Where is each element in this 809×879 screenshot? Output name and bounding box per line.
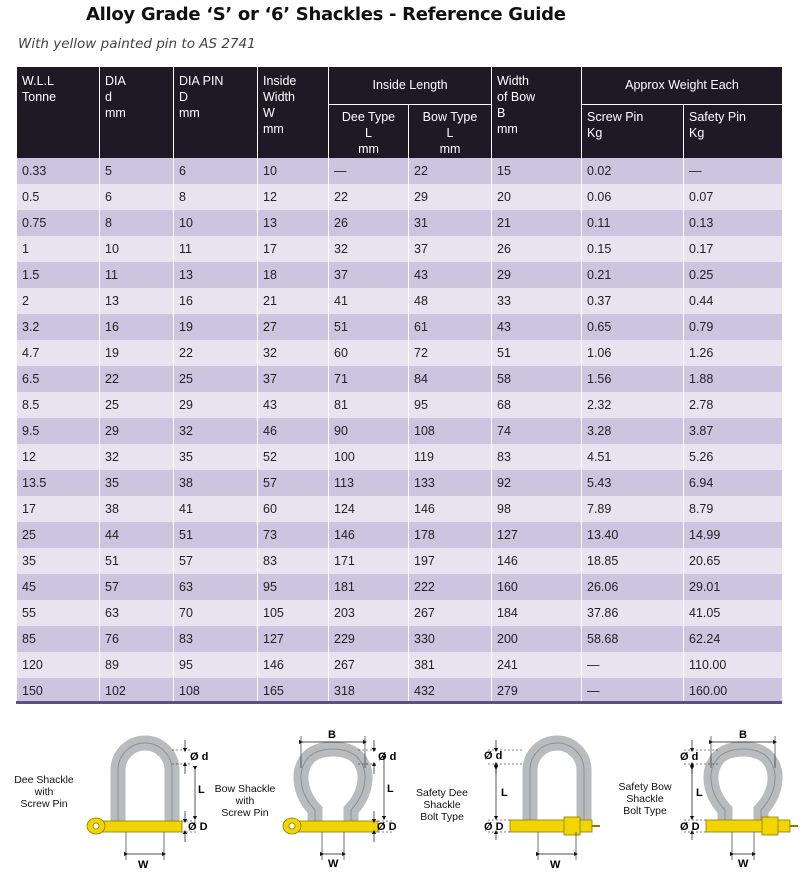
cell-wll: 55 (17, 600, 100, 626)
dim-label-pin-d: Ø D (680, 821, 700, 833)
cell-dia-pin: 35 (174, 444, 258, 470)
cell-screw-pin-kg: 0.11 (582, 210, 684, 236)
cell-bow-type-l: 267 (409, 600, 492, 626)
table-row (17, 600, 783, 626)
cell-dee-type-l: 318 (329, 678, 409, 704)
cell-bow-type-l: 381 (409, 652, 492, 678)
cell-width-of-bow: 20 (492, 184, 582, 210)
text-line: Kg (587, 125, 603, 140)
cell-width-of-bow: 127 (492, 522, 582, 548)
table-row (17, 366, 783, 392)
text-line: Safety Bow (618, 781, 672, 793)
cell-inside-width: 52 (258, 444, 329, 470)
cell-dee-type-l: 124 (329, 496, 409, 522)
text-line: L (365, 125, 372, 140)
cell-bow-type-l: 37 (409, 236, 492, 262)
cell-dia: 44 (100, 522, 174, 548)
cell-dia: 19 (100, 340, 174, 366)
dim-label-l: L (696, 787, 703, 799)
cell-dia-pin: 83 (174, 626, 258, 652)
cell-wll: 2 (17, 288, 100, 314)
table-row (17, 418, 783, 444)
page-title: Alloy Grade ‘S’ or ‘6’ Shackles - Reference Guide (86, 4, 566, 25)
cell-inside-width: 10 (258, 158, 329, 184)
cell-safety-pin-kg: 0.13 (684, 210, 783, 236)
table-row (17, 158, 783, 184)
cell-wll: 0.33 (17, 158, 100, 184)
page-subtitle: With yellow painted pin to AS 2741 (18, 36, 256, 52)
text-line: DIA PIN (179, 74, 224, 88)
cell-width-of-bow: 83 (492, 444, 582, 470)
dim-label-pin-d: Ø D (188, 821, 208, 833)
cell-dee-type-l: 81 (329, 392, 409, 418)
cell-wll: 12 (17, 444, 100, 470)
cell-wll: 45 (17, 574, 100, 600)
cell-bow-type-l: 29 (409, 184, 492, 210)
cell-dee-type-l: 51 (329, 314, 409, 340)
cell-width-of-bow: 26 (492, 236, 582, 262)
text-line: Dee Type (341, 109, 396, 124)
safety-dee-shackle-diagram (478, 728, 603, 870)
cell-inside-width: 18 (258, 262, 329, 288)
table-row (17, 574, 783, 600)
cell-bow-type-l: 95 (409, 392, 492, 418)
col-header-dee-type (329, 104, 409, 158)
cell-width-of-bow: 160 (492, 574, 582, 600)
dim-label-d: Ø d (484, 750, 503, 762)
cell-wll: 0.5 (17, 184, 100, 210)
dim-label-b: B (328, 729, 336, 741)
cell-inside-width: 146 (258, 652, 329, 678)
text-line: Screw Pin (587, 109, 644, 124)
cell-dee-type-l: 71 (329, 366, 409, 392)
cell-inside-width: 21 (258, 288, 329, 314)
cell-dia-pin: 8 (174, 184, 258, 210)
diagram-label-safety-dee (408, 787, 476, 823)
table-row (17, 652, 783, 678)
cell-dia: 5 (100, 158, 174, 184)
text-line: Inside (263, 74, 297, 88)
text-line: mm (439, 141, 461, 156)
text-line: Screw Pin (20, 798, 68, 810)
dee-shackle-screw-pin-diagram (80, 728, 215, 870)
table-body (17, 158, 783, 704)
cell-dee-type-l: 113 (329, 470, 409, 496)
cell-safety-pin-kg: 62.24 (684, 626, 783, 652)
cell-bow-type-l: 119 (409, 444, 492, 470)
cell-dia-pin: 95 (174, 652, 258, 678)
text-line: Width (497, 74, 529, 88)
cell-bow-type-l: 432 (409, 678, 492, 704)
cell-wll: 1.5 (17, 262, 100, 288)
cell-dee-type-l: — (329, 158, 409, 184)
cell-safety-pin-kg: 2.78 (684, 392, 783, 418)
cell-wll: 4.7 (17, 340, 100, 366)
text-line: Dee Shackle (14, 774, 74, 786)
cell-screw-pin-kg: 37.86 (582, 600, 684, 626)
cell-width-of-bow: 184 (492, 600, 582, 626)
cell-dia: 38 (100, 496, 174, 522)
cell-safety-pin-kg: 1.26 (684, 340, 783, 366)
dim-label-l: L (198, 784, 205, 796)
table-row (17, 444, 783, 470)
dim-label-w: W (738, 858, 749, 870)
cell-dia-pin: 22 (174, 340, 258, 366)
cell-width-of-bow: 33 (492, 288, 582, 314)
col-header-approx-weight: Approx Weight Each (582, 67, 783, 104)
text-line: mm (358, 141, 379, 156)
text-line: Safety Dee (416, 787, 468, 799)
cell-bow-type-l: 84 (409, 366, 492, 392)
cell-dee-type-l: 37 (329, 262, 409, 288)
cell-screw-pin-kg: 58.68 (582, 626, 684, 652)
cell-width-of-bow: 241 (492, 652, 582, 678)
cell-safety-pin-kg: 0.17 (684, 236, 783, 262)
cell-bow-type-l: 22 (409, 158, 492, 184)
cell-wll: 3.2 (17, 314, 100, 340)
cell-dia-pin: 25 (174, 366, 258, 392)
cell-bow-type-l: 72 (409, 340, 492, 366)
cell-safety-pin-kg: 160.00 (684, 678, 783, 704)
cell-screw-pin-kg: 7.89 (582, 496, 684, 522)
cell-dia: 89 (100, 652, 174, 678)
cell-wll: 1 (17, 236, 100, 262)
text-line: L (446, 125, 454, 140)
cell-safety-pin-kg: 0.79 (684, 314, 783, 340)
text-line: D (179, 90, 189, 104)
cell-dia: 16 (100, 314, 174, 340)
diagram-label-bow-screw (210, 783, 280, 819)
cell-safety-pin-kg: 29.01 (684, 574, 783, 600)
cell-dia: 35 (100, 470, 174, 496)
table-row (17, 496, 783, 522)
text-line: d (105, 90, 112, 104)
dim-label-pin-d: Ø D (377, 821, 397, 833)
cell-inside-width: 127 (258, 626, 329, 652)
cell-dia-pin: 6 (174, 158, 258, 184)
cell-dia-pin: 70 (174, 600, 258, 626)
safety-bow-shackle-diagram (676, 724, 806, 870)
dim-label-b: B (739, 729, 747, 741)
cell-width-of-bow: 98 (492, 496, 582, 522)
col-header-screw-pin (582, 104, 684, 158)
dim-label-pin-d: Ø D (484, 821, 504, 833)
cell-wll: 6.5 (17, 366, 100, 392)
cell-inside-width: 46 (258, 418, 329, 444)
cell-dia-pin: 63 (174, 574, 258, 600)
cell-screw-pin-kg: 0.02 (582, 158, 684, 184)
cell-screw-pin-kg: 18.85 (582, 548, 684, 574)
cell-dia-pin: 13 (174, 262, 258, 288)
cell-dee-type-l: 26 (329, 210, 409, 236)
cell-dee-type-l: 181 (329, 574, 409, 600)
table-row (17, 184, 783, 210)
cell-dia-pin: 38 (174, 470, 258, 496)
cell-dia: 8 (100, 210, 174, 236)
text-line: of Bow (497, 90, 536, 104)
dim-label-w: W (328, 858, 339, 870)
cell-wll: 150 (17, 678, 100, 704)
cell-inside-width: 105 (258, 600, 329, 626)
cell-bow-type-l: 31 (409, 210, 492, 236)
cell-screw-pin-kg: 0.65 (582, 314, 684, 340)
cell-dia-pin: 41 (174, 496, 258, 522)
table-row (17, 626, 783, 652)
dim-label-w: W (550, 859, 561, 870)
cell-inside-width: 32 (258, 340, 329, 366)
cell-safety-pin-kg: 14.99 (684, 522, 783, 548)
cell-width-of-bow: 146 (492, 548, 582, 574)
cell-width-of-bow: 58 (492, 366, 582, 392)
cell-inside-width: 27 (258, 314, 329, 340)
cell-screw-pin-kg: 0.15 (582, 236, 684, 262)
cell-screw-pin-kg: 1.06 (582, 340, 684, 366)
text-line: B (497, 106, 506, 120)
cell-inside-width: 60 (258, 496, 329, 522)
dim-label-w: W (138, 859, 149, 870)
cell-bow-type-l: 146 (409, 496, 492, 522)
cell-inside-width: 165 (258, 678, 329, 704)
cell-inside-width: 13 (258, 210, 329, 236)
cell-inside-width: 95 (258, 574, 329, 600)
cell-screw-pin-kg: 26.06 (582, 574, 684, 600)
cell-inside-width: 73 (258, 522, 329, 548)
cell-dia: 76 (100, 626, 174, 652)
cell-dee-type-l: 32 (329, 236, 409, 262)
cell-safety-pin-kg: 6.94 (684, 470, 783, 496)
cell-inside-width: 57 (258, 470, 329, 496)
text-line: W (263, 106, 275, 120)
cell-screw-pin-kg: 0.06 (582, 184, 684, 210)
cell-screw-pin-kg: 2.32 (582, 392, 684, 418)
text-line: mm (497, 122, 518, 136)
cell-dia-pin: 51 (174, 522, 258, 548)
cell-dee-type-l: 171 (329, 548, 409, 574)
col-header-safety-pin (684, 104, 783, 158)
text-line: Bolt Type (420, 811, 464, 823)
dim-label-l: L (501, 787, 508, 799)
bow-shackle-screw-pin-diagram (278, 724, 403, 870)
text-line: with (34, 786, 54, 798)
text-line: Screw Pin (221, 807, 269, 819)
cell-dia: 63 (100, 600, 174, 626)
cell-bow-type-l: 330 (409, 626, 492, 652)
cell-bow-type-l: 222 (409, 574, 492, 600)
cell-width-of-bow: 279 (492, 678, 582, 704)
diagram-label-dee-screw (4, 774, 84, 810)
cell-dia: 32 (100, 444, 174, 470)
cell-width-of-bow: 200 (492, 626, 582, 652)
cell-width-of-bow: 68 (492, 392, 582, 418)
col-header-dia (100, 67, 174, 158)
cell-width-of-bow: 15 (492, 158, 582, 184)
cell-inside-width: 12 (258, 184, 329, 210)
dim-label-d: Ø d (680, 751, 699, 763)
cell-dee-type-l: 203 (329, 600, 409, 626)
cell-dia-pin: 10 (174, 210, 258, 236)
cell-wll: 8.5 (17, 392, 100, 418)
cell-dia-pin: 16 (174, 288, 258, 314)
text-line: W.L.L (22, 74, 54, 88)
cell-bow-type-l: 197 (409, 548, 492, 574)
cell-dia-pin: 29 (174, 392, 258, 418)
text-line: Bow Shackle (214, 783, 276, 795)
cell-dee-type-l: 90 (329, 418, 409, 444)
cell-bow-type-l: 43 (409, 262, 492, 288)
text-line: Shackle (423, 799, 461, 811)
cell-bow-type-l: 133 (409, 470, 492, 496)
cell-safety-pin-kg: 41.05 (684, 600, 783, 626)
dim-label-l: L (387, 783, 394, 795)
cell-safety-pin-kg: — (684, 158, 783, 184)
cell-width-of-bow: 43 (492, 314, 582, 340)
text-line: Bow Type (422, 109, 478, 124)
cell-dia: 25 (100, 392, 174, 418)
cell-screw-pin-kg: 13.40 (582, 522, 684, 548)
text-line: Kg (689, 125, 705, 140)
text-line: Tonne (22, 90, 57, 104)
cell-screw-pin-kg: — (582, 652, 684, 678)
cell-safety-pin-kg: 0.07 (684, 184, 783, 210)
table-row (17, 288, 783, 314)
cell-wll: 25 (17, 522, 100, 548)
cell-dia: 57 (100, 574, 174, 600)
text-line: Width (263, 90, 295, 104)
cell-screw-pin-kg: 1.56 (582, 366, 684, 392)
cell-wll: 13.5 (17, 470, 100, 496)
cell-inside-width: 83 (258, 548, 329, 574)
cell-dia-pin: 19 (174, 314, 258, 340)
cell-dia-pin: 57 (174, 548, 258, 574)
dim-label-d: Ø d (190, 751, 209, 763)
table-row (17, 210, 783, 236)
cell-screw-pin-kg: 0.37 (582, 288, 684, 314)
cell-dia: 10 (100, 236, 174, 262)
cell-screw-pin-kg: 3.28 (582, 418, 684, 444)
cell-wll: 120 (17, 652, 100, 678)
cell-bow-type-l: 178 (409, 522, 492, 548)
cell-wll: 35 (17, 548, 100, 574)
cell-bow-type-l: 108 (409, 418, 492, 444)
cell-width-of-bow: 74 (492, 418, 582, 444)
table-row (17, 470, 783, 496)
text-line: Shackle (626, 793, 664, 805)
table-row (17, 548, 783, 574)
cell-safety-pin-kg: 5.26 (684, 444, 783, 470)
cell-dee-type-l: 60 (329, 340, 409, 366)
cell-inside-width: 43 (258, 392, 329, 418)
table-row (17, 314, 783, 340)
text-line: DIA (105, 74, 126, 88)
text-line: mm (263, 122, 284, 136)
cell-wll: 9.5 (17, 418, 100, 444)
table-row (17, 392, 783, 418)
col-header-inside-length: Inside Length (329, 67, 492, 104)
cell-dia: 51 (100, 548, 174, 574)
cell-dee-type-l: 146 (329, 522, 409, 548)
diagram-label-safety-bow (612, 781, 678, 817)
col-header-width-of-bow (492, 67, 582, 158)
table-row (17, 262, 783, 288)
cell-dia: 29 (100, 418, 174, 444)
cell-safety-pin-kg: 20.65 (684, 548, 783, 574)
cell-safety-pin-kg: 3.87 (684, 418, 783, 444)
cell-dee-type-l: 229 (329, 626, 409, 652)
cell-dia-pin: 32 (174, 418, 258, 444)
cell-width-of-bow: 92 (492, 470, 582, 496)
table-row (17, 340, 783, 366)
cell-screw-pin-kg: 0.21 (582, 262, 684, 288)
text-line: mm (179, 106, 200, 120)
cell-safety-pin-kg: 1.88 (684, 366, 783, 392)
cell-width-of-bow: 29 (492, 262, 582, 288)
cell-dee-type-l: 267 (329, 652, 409, 678)
cell-safety-pin-kg: 8.79 (684, 496, 783, 522)
cell-screw-pin-kg: 5.43 (582, 470, 684, 496)
cell-width-of-bow: 51 (492, 340, 582, 366)
cell-dia: 22 (100, 366, 174, 392)
table-row (17, 522, 783, 548)
cell-dia-pin: 108 (174, 678, 258, 704)
text-line: with (235, 795, 255, 807)
cell-inside-width: 17 (258, 236, 329, 262)
cell-dia: 102 (100, 678, 174, 704)
cell-dia: 11 (100, 262, 174, 288)
cell-safety-pin-kg: 0.25 (684, 262, 783, 288)
cell-dia: 6 (100, 184, 174, 210)
col-header-inside-width (258, 67, 329, 158)
table-bottom-rule (16, 701, 782, 704)
table-row (17, 236, 783, 262)
cell-dee-type-l: 100 (329, 444, 409, 470)
text-line: Safety Pin (689, 109, 746, 124)
col-header-wll (17, 67, 100, 158)
cell-wll: 85 (17, 626, 100, 652)
cell-screw-pin-kg: — (582, 678, 684, 704)
dim-label-d: Ø d (378, 751, 397, 763)
cell-wll: 0.75 (17, 210, 100, 236)
cell-dee-type-l: 22 (329, 184, 409, 210)
cell-dee-type-l: 41 (329, 288, 409, 314)
cell-screw-pin-kg: 4.51 (582, 444, 684, 470)
cell-bow-type-l: 61 (409, 314, 492, 340)
cell-dia: 13 (100, 288, 174, 314)
col-header-bow-type (409, 104, 492, 158)
text-line: Bolt Type (623, 805, 667, 817)
shackle-spec-table (16, 67, 783, 704)
cell-wll: 17 (17, 496, 100, 522)
cell-dia-pin: 11 (174, 236, 258, 262)
cell-bow-type-l: 48 (409, 288, 492, 314)
text-line: mm (105, 106, 126, 120)
col-header-dia-pin (174, 67, 258, 158)
cell-inside-width: 37 (258, 366, 329, 392)
cell-safety-pin-kg: 0.44 (684, 288, 783, 314)
cell-safety-pin-kg: 110.00 (684, 652, 783, 678)
cell-width-of-bow: 21 (492, 210, 582, 236)
